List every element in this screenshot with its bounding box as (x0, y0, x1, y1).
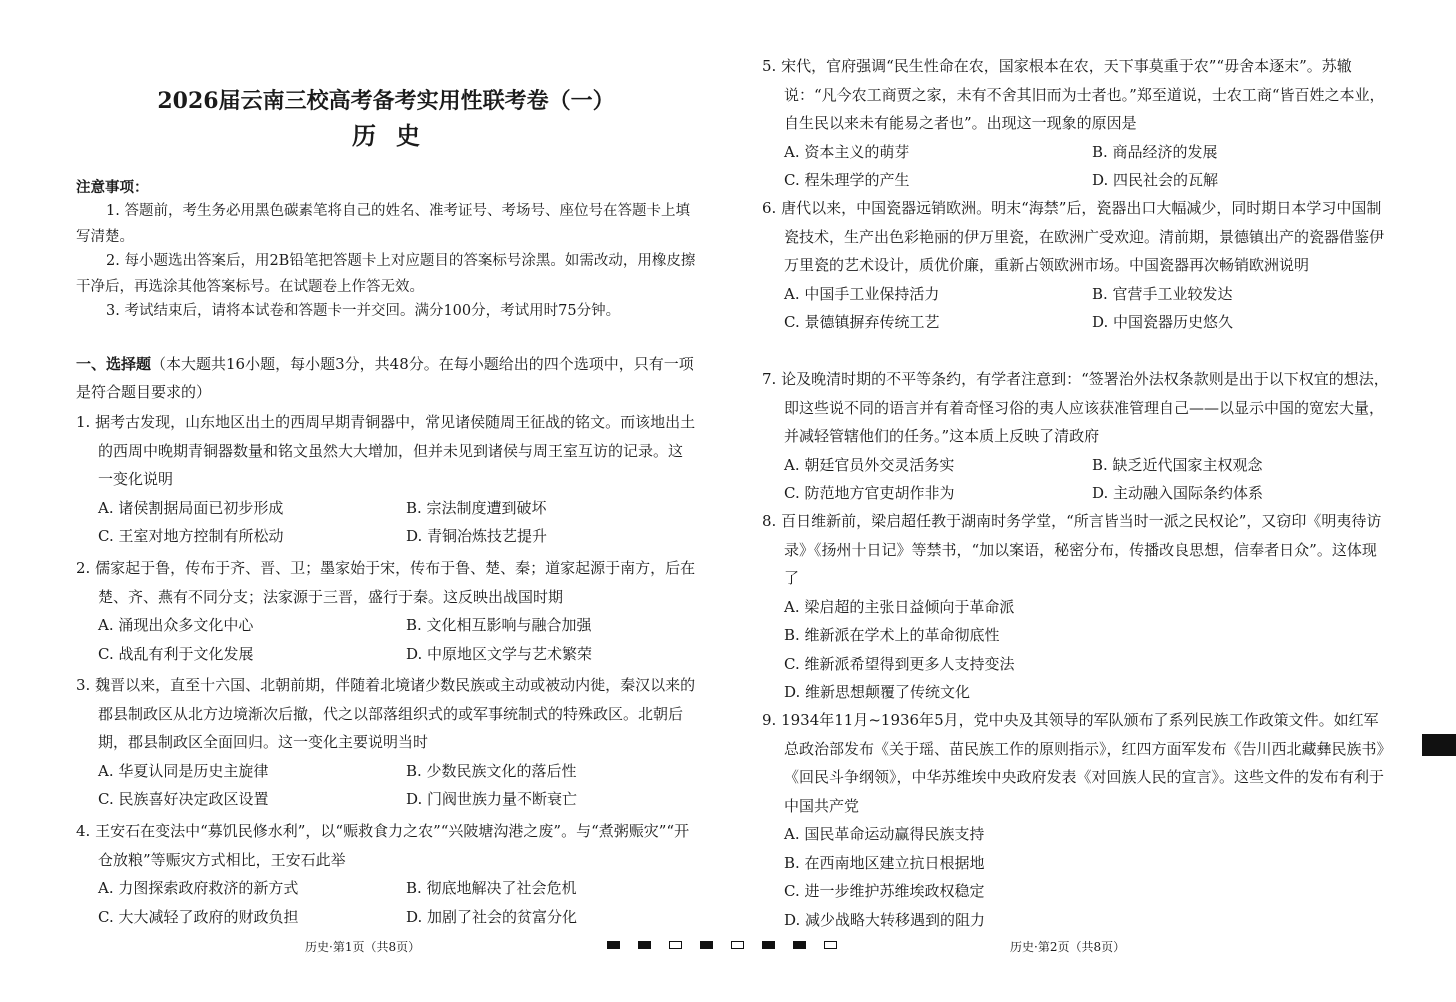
option-b[interactable]: B. 少数民族文化的落后性 (406, 761, 577, 780)
question-9: 9. 1934年11月~1936年5月，党中央及其领导的军队颁布了系列民族工作政策文件。如红军总政治部发布《关于瑶、苗民族工作的原则指示》，红四方面军发布《告川西北藏彝民族书》《回民斗争纲领》，中华苏维埃中央政府发表《对回族人民的宣言》。这些文件的发布有利于中国共产党 A. 国民革命运动赢得民族支持 B. 在西南地区建立抗日根据地 C. 进一步维护苏维埃政权稳定 D. 减少战略大转移遇到的阻力 (762, 706, 1390, 934)
filled-mark (607, 941, 620, 949)
filled-mark (638, 941, 651, 949)
filled-mark (762, 941, 775, 949)
option-a[interactable]: A. 力图探索政府救济的新方式 (98, 879, 299, 897)
option-a[interactable]: A. 中国手工业保持活力 (784, 284, 940, 303)
question-2: 2. 儒家起于鲁，传布于齐、晋、卫；墨家始于宋，传布于鲁、楚、秦；道家起源于南方，后在楚、齐、燕有不同分支；法家源于三晋，盛行于秦。这反映出战国时期 A. 涌现出众多文化中心 B. 文化相互影响与融合加强 C. 战乱有利于文化发展 D. 中原地区文学与艺术繁荣 (76, 554, 696, 668)
exam-title: 2026届云南三校高考备考实用性联考卷（一） (157, 88, 615, 114)
option-c[interactable]: C. 王室对地方控制有所松动 (98, 527, 284, 545)
option-c[interactable]: C. 景德镇摒弃传统工艺 (784, 313, 940, 331)
question-8: 8. 百日维新前，梁启超任教于湖南时务学堂，“所言皆当时一派之民权论”，又窃印《明夷待访录》《扬州十日记》等禁书，“加以案语，秘密分布，传播改良思想，信奉者日众”。这体现了 A. 梁启超的主张日益倾向于革命派 B. 维新派在学术上的革命彻底性 C. 维新派希望得到更多人支持变法 D. 维新思想颠覆了传统文化 (762, 507, 1390, 707)
subject-title: 历史 (352, 121, 440, 150)
option-b[interactable]: B. 官营手工业较发达 (1092, 284, 1233, 303)
question-1: 1. 据考古发现，山东地区出土的西周早期青铜器中，常见诸侯随周王征战的铭文。而该地出土的西周中晚期青铜器数量和铭文虽然大大增加，但并未见到诸侯与周王室互访的记录。这一变化说明 A. 诸侯割据局面已初步形成 B. 宗法制度遭到破坏 C. 王室对地方控制有所松动 D. 青铜冶炼技艺提升 (76, 408, 696, 551)
option-c[interactable]: C. 进一步维护苏维埃政权稳定 (784, 882, 985, 900)
option-c[interactable]: C. 程朱理学的产生 (784, 171, 910, 189)
question-3: 3. 魏晋以来，直至十六国、北朝前期，伴随着北境诸少数民族或主动或被动内徙，秦汉以来的郡县制政区从北方边境渐次后撤，代之以部落组织式的或军事统制式的特殊政区。北朝后期，郡县制政区全面回归。这一变化主要说明当时 A. 华夏认同是历史主旋律 B. 少数民族文化的落后性 C. 民族喜好决定政区设置 D. 门阀世族力量不断衰亡 (76, 671, 696, 814)
notice-item: 2. 每小题选出答案后，用2B铅笔把答题卡上对应题目的答案标号涂黑。如需改动，用橡皮擦干净后，再选涂其他答案标号。在试题卷上作答无效。 (76, 253, 696, 295)
filled-mark (700, 941, 713, 949)
option-c[interactable]: C. 战乱有利于文化发展 (98, 644, 254, 663)
option-d[interactable]: D. 四民社会的瓦解 (1092, 171, 1219, 189)
page-footer-left: 历史·第1页（共8页） (305, 940, 421, 954)
notice-item: 3. 考试结束后，请将本试卷和答题卡一并交回。满分100分，考试用时75分钟。 (106, 303, 621, 319)
option-d[interactable]: D. 青铜冶炼技艺提升 (406, 527, 548, 545)
page-footer-right: 历史·第2页（共8页） (1010, 940, 1126, 954)
notice-heading: 注意事项： (76, 179, 149, 196)
option-d[interactable]: D. 主动融入国际条约体系 (1092, 484, 1264, 502)
question-7: 7. 论及晚清时期的不平等条约，有学者注意到：“签署治外法权条款则是出于以下权宜的想法，即这些说不同的语言并有着奇怪习俗的夷人应该获准管理自己——以显示中国的宽宏大量，并减轻管辖他们的任务。”这本质上反映了清政府 A. 朝廷官员外交灵活务实 B. 缺乏近代国家主权观念 C. 防范地方官吏胡作非为 D. 主动融入国际条约体系 (762, 365, 1390, 508)
notice-item: 1. 答题前，考生务必用黑色碳素笔将自己的姓名、准考证号、考场号、座位号在答题卡上填写清楚。 (76, 203, 690, 245)
option-d[interactable]: D. 门阀世族力量不断衰亡 (406, 790, 578, 808)
empty-mark (669, 941, 682, 949)
option-b[interactable]: B. 彻底地解决了社会危机 (406, 879, 577, 897)
option-a[interactable]: A. 朝廷官员外交灵活务实 (784, 455, 955, 474)
option-b[interactable]: B. 在西南地区建立抗日根据地 (784, 853, 985, 872)
option-a[interactable]: A. 华夏认同是历史主旋律 (98, 761, 269, 780)
option-a[interactable]: A. 诸侯割据局面已初步形成 (98, 498, 284, 517)
empty-mark (824, 941, 837, 949)
question-6: 6. 唐代以来，中国瓷器远销欧洲。明末“海禁”后，瓷器出口大幅减少，同时期日本学习中国制瓷技术，生产出色彩艳丽的伊万里瓷，在欧洲广受欢迎。清前期，景德镇出产的瓷器借鉴伊万里瓷的艺术设计，质优价廉，重新占领欧洲市场。中国瓷器再次畅销欧洲说明 A. 中国手工业保持活力 B. 官营手工业较发达 C. 景德镇摒弃传统工艺 D. 中国瓷器历史悠久 (762, 194, 1390, 337)
question-5: 5. 宋代，官府强调“民生性命在农，国家根本在农，天下事莫重于农”“毋舍本逐末”。苏辙说：“凡今农工商贾之家，未有不舍其旧而为士者也。”郑至道说，士农工商“皆百姓之本业，自生民以来未有能易之者也”。出现这一现象的原因是 A. 资本主义的萌芽 B. 商品经济的发展 C. 程朱理学的产生 D. 四民社会的瓦解 (762, 52, 1390, 195)
binding-mark (1422, 734, 1456, 756)
option-a[interactable]: A. 资本主义的萌芽 (784, 142, 910, 161)
empty-mark (731, 941, 744, 949)
option-c[interactable]: C. 大大减轻了政府的财政负担 (98, 907, 299, 926)
question-4: 4. 王安石在变法中“募饥民修水利”，以“赈救食力之农”“兴陂塘沟港之废”。与“煮粥赈灾”“开仓放粮”等赈灾方式相比，王安石此举 A. 力图探索政府救济的新方式 B. 彻底地解决了社会危机 C. 大大减轻了政府的财政负担 D. 加剧了社会的贫富分化 (76, 817, 696, 931)
filled-mark (793, 941, 806, 949)
option-a[interactable]: A. 梁启超的主张日益倾向于革命派 (784, 597, 1015, 616)
option-d[interactable]: D. 中原地区文学与艺术繁荣 (406, 644, 593, 663)
option-d[interactable]: D. 中国瓷器历史悠久 (1092, 313, 1234, 331)
option-b[interactable]: B. 缺乏近代国家主权观念 (1092, 455, 1263, 474)
option-c[interactable]: C. 防范地方官吏胡作非为 (784, 484, 955, 502)
option-a[interactable]: A. 涌现出众多文化中心 (98, 616, 254, 634)
option-b[interactable]: B. 宗法制度遭到破坏 (406, 498, 547, 517)
option-d[interactable]: D. 维新思想颠覆了传统文化 (784, 683, 971, 701)
option-b[interactable]: B. 商品经济的发展 (1092, 142, 1218, 161)
option-c[interactable]: C. 民族喜好决定政区设置 (98, 790, 269, 808)
registration-marks (607, 941, 855, 949)
option-c[interactable]: C. 维新派希望得到更多人支持变法 (784, 654, 1015, 673)
option-b[interactable]: B. 维新派在学术上的革命彻底性 (784, 626, 1000, 644)
option-d[interactable]: D. 加剧了社会的贫富分化 (406, 907, 578, 926)
option-d[interactable]: D. 减少战略大转移遇到的阻力 (784, 910, 986, 929)
section-heading: 一、选择题（本大题共16小题，每小题3分，共48分。在每小题给出的四个选项中，只有一项是符合题目要求的） (76, 355, 694, 401)
option-a[interactable]: A. 国民革命运动赢得民族支持 (784, 825, 985, 843)
option-b[interactable]: B. 文化相互影响与融合加强 (406, 616, 592, 634)
